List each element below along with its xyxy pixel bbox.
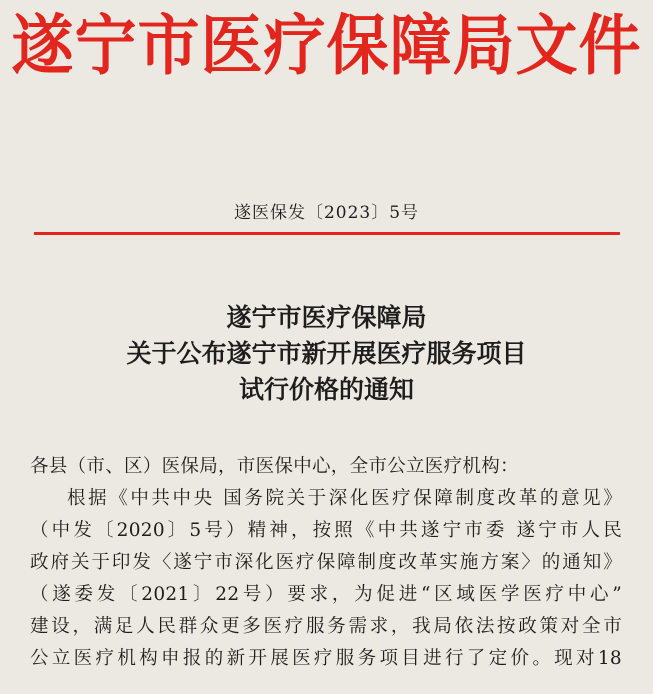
notice-body xyxy=(30,451,622,675)
body-line: 根据《中共中央 国务院关于深化医疗保障制度改革的意见》 xyxy=(67,488,622,509)
body-line: 公立医疗机构申报的新开展医疗服务项目进行了定价。现对18 xyxy=(30,648,622,669)
notice-title xyxy=(0,300,653,408)
body-line: （遂委发〔2021〕22号）要求，为促进“区域医学医疗中心” xyxy=(30,584,622,605)
notice-title-line: 试行价格的通知 xyxy=(238,375,414,404)
issuer-header-title: 遂宁市医疗保障局文件 xyxy=(11,7,642,84)
body-line: 政府关于印发〈遂宁市深化医疗保障制度改革实施方案〉的通知》 xyxy=(30,552,622,573)
red-divider-line xyxy=(34,232,620,235)
body-line: 建设，满足人民群众更多医疗服务需求，我局依法按政策对全市 xyxy=(30,616,622,637)
addressee-line: 各县（市、区）医保局，市医保中心，全市公立医疗机构： xyxy=(30,456,519,477)
notice-title-line: 关于公布遂宁市新开展医疗服务项目 xyxy=(126,339,527,368)
notice-title-line: 遂宁市医疗保障局 xyxy=(226,303,427,332)
document-number: 遂医保发〔2023〕5号 xyxy=(233,203,420,223)
body-line: （中发〔2020〕5号）精神，按照《中共遂宁市委 遂宁市人民 xyxy=(30,520,622,541)
